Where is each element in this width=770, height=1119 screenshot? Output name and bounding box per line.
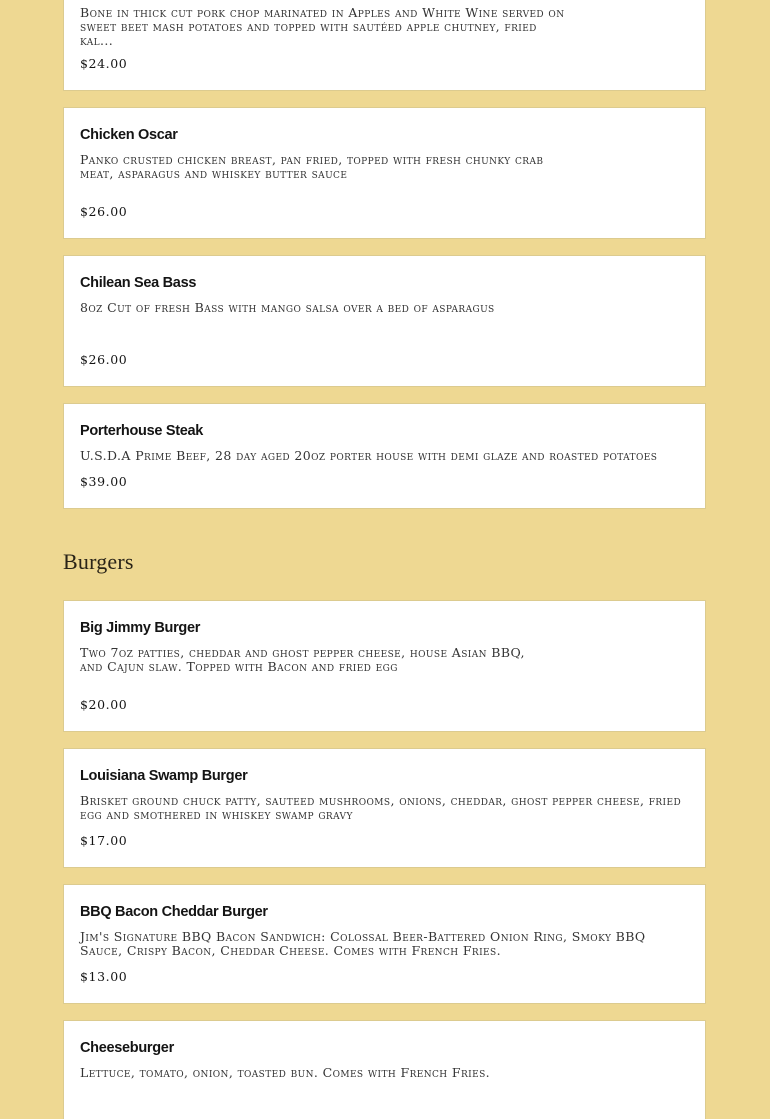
menu-item-name: BBQ Bacon Cheddar Burger bbox=[80, 904, 268, 920]
menu-item-description: 8oz Cut of fresh Bass with mango salsa over a bed of asparagus bbox=[80, 300, 495, 315]
menu-item-name: Chicken Oscar bbox=[80, 127, 178, 143]
menu-item-name: Chilean Sea Bass bbox=[80, 275, 197, 291]
menu-item-card-porterhouse-steak[interactable] bbox=[63, 403, 706, 509]
menu-item-card-bbq-bacon-cheddar-burger[interactable] bbox=[63, 884, 706, 1004]
menu-item-description: Bone in thick cut pork chop marinated in Apples and White Wine served on sweet beet mash potatoes and topped with sautéed apple chutney, fried kal... bbox=[80, 5, 565, 48]
menu-item-price: $39.00 bbox=[80, 474, 128, 489]
menu-item-card-louisiana-swamp-burger[interactable] bbox=[63, 748, 706, 868]
menu-item-name: Big Jimmy Burger bbox=[80, 620, 201, 636]
menu-item-card-chilean-sea-bass[interactable] bbox=[63, 255, 706, 387]
menu-item-price: $26.00 bbox=[80, 204, 128, 219]
section-title-burgers: Burgers bbox=[63, 549, 134, 574]
menu-item-description: Lettuce, tomato, onion, toasted bun. Comes with French Fries. bbox=[80, 1065, 491, 1080]
menu-item-card-pork-chop[interactable] bbox=[63, 0, 706, 91]
menu-item-name: Cheeseburger bbox=[80, 1040, 174, 1056]
menu-item-card-big-jimmy-burger[interactable] bbox=[63, 600, 706, 732]
menu-item-price: $17.00 bbox=[80, 833, 128, 848]
menu-item-card-chicken-oscar[interactable] bbox=[63, 107, 706, 239]
menu-item-price: $13.00 bbox=[80, 969, 128, 984]
menu-item-price: $24.00 bbox=[80, 56, 128, 71]
menu-item-name: Louisiana Swamp Burger bbox=[80, 768, 248, 784]
menu-item-price: $20.00 bbox=[80, 697, 128, 712]
menu-item-name: Porterhouse Steak bbox=[80, 423, 204, 439]
menu-item-description: Jim's Signature BBQ Bacon Sandwich: Colossal Beer-Battered Onion Ring, Smoky BBQ Sauce, Crispy Bacon, Cheddar Cheese. Comes with French Fries. bbox=[80, 929, 646, 958]
menu-item-description: Two 7oz patties, cheddar and ghost pepper cheese, house Asian BBQ, and Cajun slaw. Topped with Bacon and fried egg bbox=[80, 645, 525, 674]
menu-item-card-cheeseburger[interactable] bbox=[63, 1020, 706, 1119]
menu-item-description: Panko crusted chicken breast, pan fried, topped with fresh chunky crab meat, asparagus and whiskey butter sauce bbox=[80, 152, 544, 181]
menu-item-description: U.S.D.A Prime Beef, 28 day aged 20oz porter house with demi glaze and roasted potatoes bbox=[80, 448, 658, 463]
menu-item-price: $26.00 bbox=[80, 352, 128, 367]
menu-item-description: Brisket ground chuck patty, sauteed mushrooms, onions, cheddar, ghost pepper cheese, fried egg and smothered in whiskey swamp gravy bbox=[80, 793, 682, 822]
